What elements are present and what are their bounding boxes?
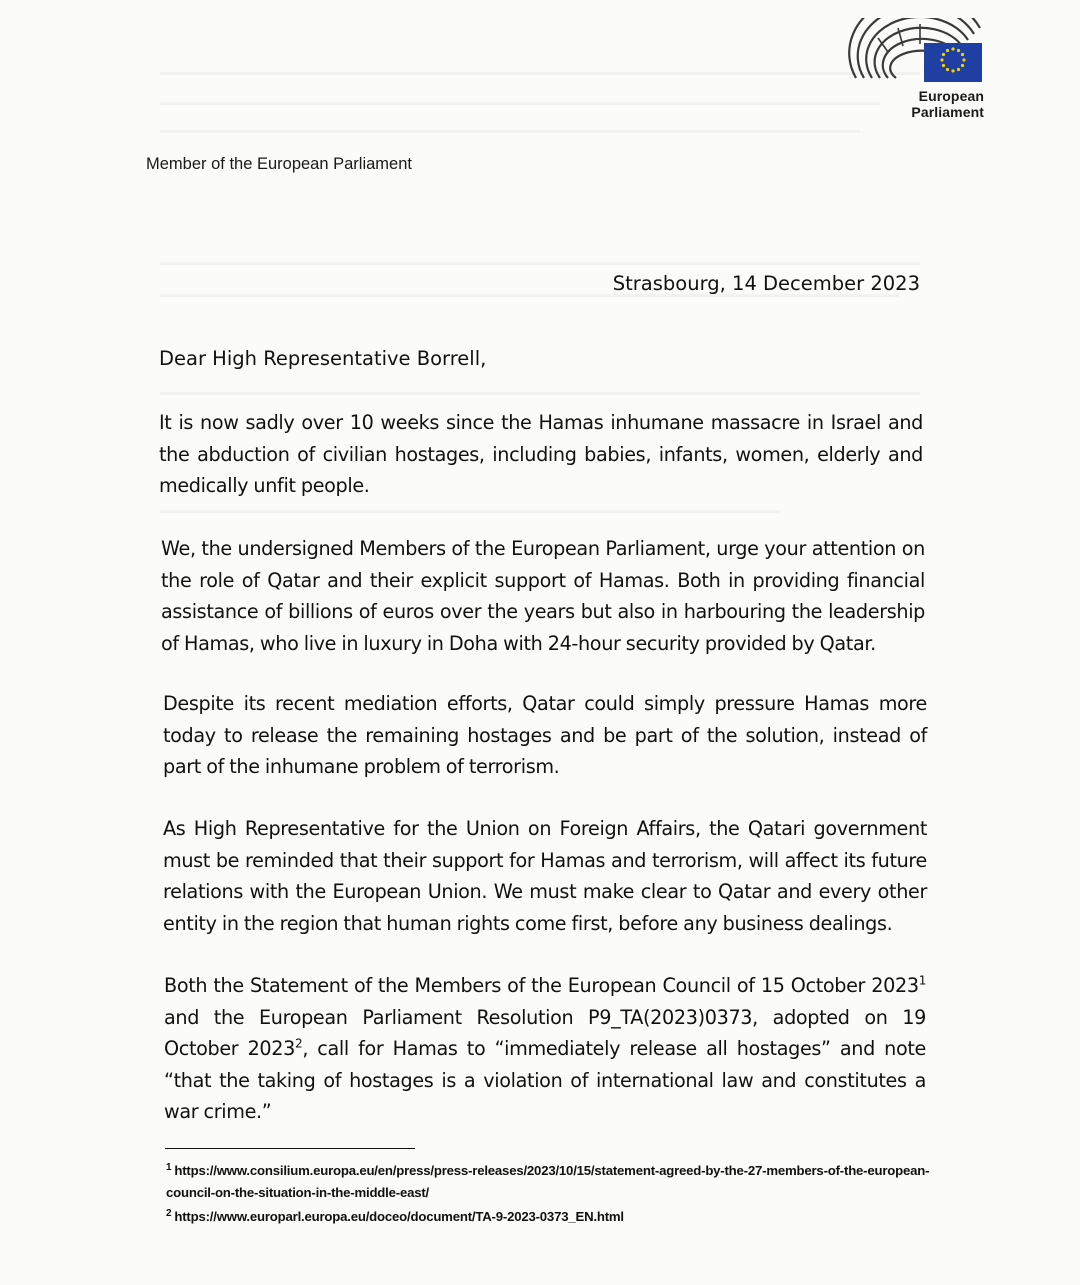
footnote-1 [166,1160,946,1204]
paragraph-3: Despite its recent mediation efforts, Qatar could simply pressure Hamas more today to release the remaining hostages and be part of the solution, instead of part of the inhumane problem of terrorism. [163,692,927,778]
hemicycle-flag-icon [848,18,988,84]
paragraph-1: It is now sadly over 10 weeks since the Hamas inhumane massacre in Israel and the abduction of civilian hostages, including babies, infants, women, elderly and medically unfit people. [159,411,923,497]
paragraph-4: As High Representative for the Union on Foreign Affairs, the Qatari government must be reminded that their support for Hamas and terrorism, will affect its future relations with the European Union. We must make clear to Qatar and every other entity in the region that human rights come first, before any business dealings. [163,817,927,935]
footnote-1-marker: 1 [166,1161,172,1173]
salutation: Dear High Representative Borrell, [159,347,487,370]
footnote-ref-1[interactable]: 1 [918,973,926,988]
paragraph-2: We, the undersigned Members of the European Parliament, urge your attention on the role of Qatar and their explicit support of Hamas. Both in providing financial assistance of billions of euros over the years but also in harbouring the leadership of Hamas, who live in luxury in Doha with 24-hour security provided by Qatar. [161,537,925,655]
letter-date: Strasbourg, 14 December 2023 [612,272,920,295]
footnote-ref-2[interactable]: 2 [295,1036,303,1051]
paragraph-5 [164,970,926,1128]
european-parliament-logo [848,18,988,120]
paragraph-5-part-b: and the European Parliament Resolution P9_TA(2023)0373, adopted on 19 October 2023 [164,1005,926,1060]
footnote-2-link[interactable]: https://www.europarl.europa.eu/doceo/document/TA-9-2023-0373_EN.html [174,1209,624,1224]
logo-text: European Parliament [911,88,984,120]
footnote-2 [166,1206,946,1228]
paragraph-5-part-a: Both the Statement of the Members of the European Council of 15 October 2023 [164,974,919,997]
member-label: Member of the European Parliament [146,155,412,173]
footnote-2-marker: 2 [166,1207,172,1219]
footnote-divider [165,1148,415,1149]
footnote-1-link[interactable]: https://www.consilium.europa.eu/en/press/press-releases/2023/10/15/statement-agreed-by-the-27-members-of-the-european-council-on-the-situation-in-the-middle-east/ [166,1163,930,1200]
paragraph-5-part-c: , call for Hamas to “immediately release all hostages” and note “that the taking of hostages is a violation of international law and constitutes a war crime.” [164,1037,926,1123]
